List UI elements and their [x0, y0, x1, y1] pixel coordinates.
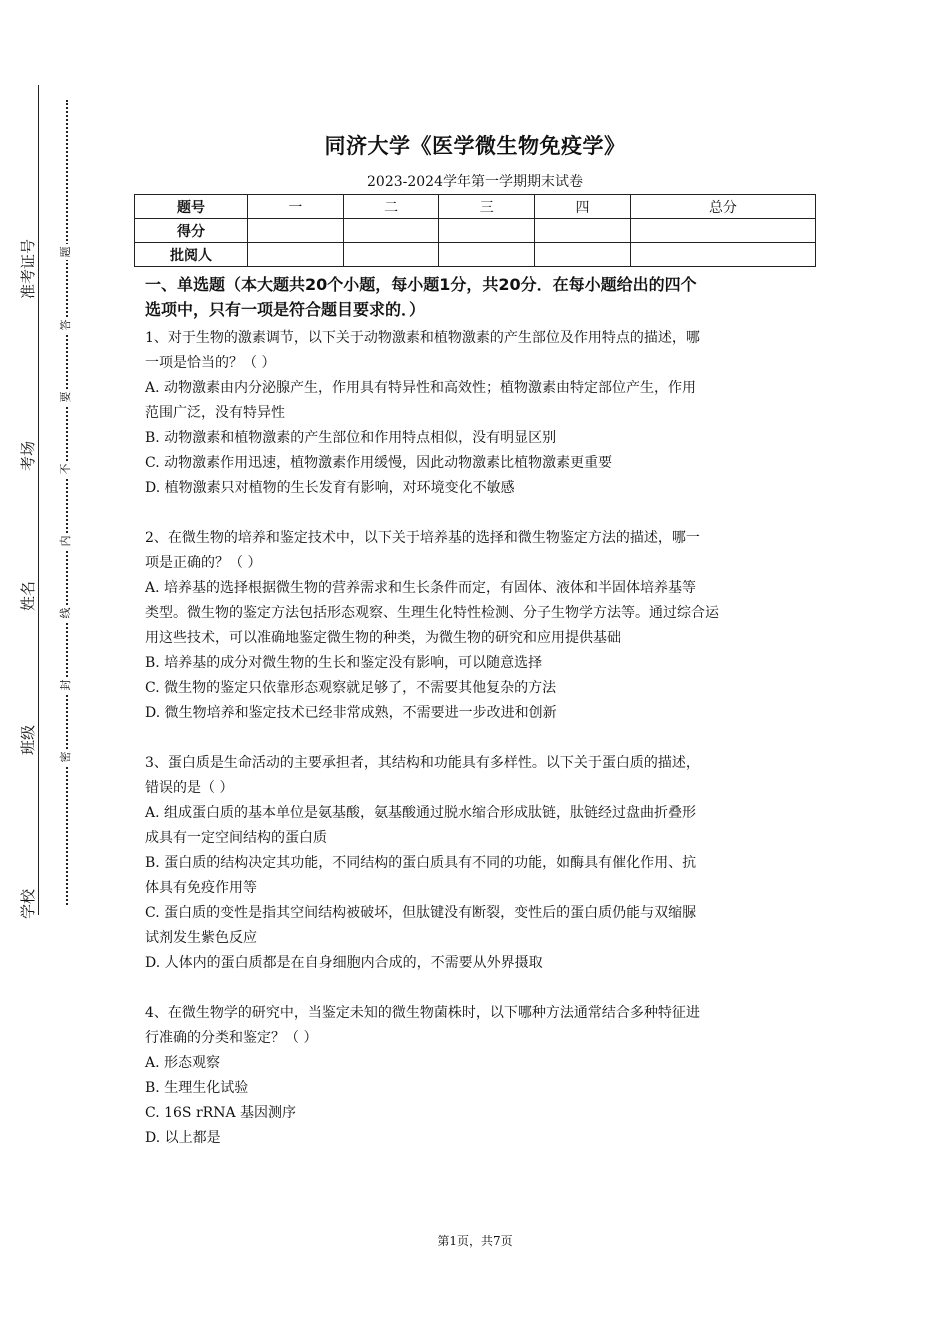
question-4 [145, 1001, 810, 1151]
score-col-header: 四 [535, 195, 631, 219]
option-b: B. 培养基的成分对微生物的生长和鉴定没有影响，可以随意选择 [145, 655, 543, 671]
exam-content [145, 272, 810, 1151]
seal-char: 答 [59, 317, 73, 333]
option-b: B. 动物激素和植物激素的产生部位和作用特点相似，没有明显区别 [145, 430, 557, 446]
margin-label-class: 班级 [19, 724, 37, 755]
score-cell [535, 243, 631, 267]
option-d: D. 以上都是 [145, 1130, 221, 1146]
seal-char: 要 [59, 389, 73, 405]
seal-char: 线 [59, 605, 73, 621]
option-d: D. 微生物培养和鉴定技术已经非常成熟，不需要进一步改进和创新 [145, 705, 557, 721]
option-b: B. 生理生化试验 [145, 1080, 249, 1096]
question-1 [145, 326, 810, 501]
score-col-header: 二 [343, 195, 439, 219]
option-a: A. 培养基的选择根据微生物的营养需求和生长条件而定，有固体、液体和半固体培养基等 类型。微生物的鉴定方法包括形态观察、生理生化特性检测、分子生物学方法等。通过综合运 用这些技术，可以准确地鉴定微生物的种类，为微生物的研究和应用提供基础 [145, 580, 719, 646]
option-a: A. 组成蛋白质的基本单位是氨基酸，氨基酸通过脱水缩合形成肽链，肽链经过盘曲折叠形 成具有一定空间结构的蛋白质 [145, 805, 697, 846]
option-a: A. 动物激素由内分泌腺产生，作用具有特异性和高效性；植物激素由特定部位产生，作用 范围广泛，没有特异性 [145, 380, 697, 421]
score-col-header: 三 [439, 195, 535, 219]
seal-char: 不 [59, 461, 73, 477]
score-table [134, 194, 816, 267]
score-cell [535, 219, 631, 243]
question-stem: 4、在微生物学的研究中，当鉴定未知的微生物菌株时，以下哪种方法通常结合多种特征进 行准确的分类和鉴定？（ ） [145, 1005, 700, 1046]
score-col-header: 一 [248, 195, 344, 219]
score-row-header: 得分 [135, 219, 248, 243]
score-table-row-grader [135, 243, 816, 267]
exam-subtitle: 2023-2024学年第一学期期末试卷 [367, 174, 583, 190]
option-d: D. 植物激素只对植物的生长发育有影响，对环境变化不敏感 [145, 480, 515, 496]
score-col-header: 题号 [135, 195, 248, 219]
score-cell [248, 219, 344, 243]
score-cell [630, 219, 815, 243]
score-table-row-score [135, 219, 816, 243]
score-cell [439, 219, 535, 243]
question-stem: 1、对于生物的激素调节，以下关于动物激素和植物激素的产生部位及作用特点的描述，哪 一项是恰当的？（ ） [145, 330, 700, 371]
score-cell [248, 243, 344, 267]
margin-label-exam-id: 准考证号 [19, 238, 37, 299]
question-3 [145, 751, 810, 976]
question-2 [145, 526, 810, 726]
option-b: B. 蛋白质的结构决定其功能，不同结构的蛋白质具有不同的功能，如酶具有催化作用、抗 体具有免疫作用等 [145, 855, 697, 896]
option-c: C. 16S rRNA 基因测序 [145, 1105, 297, 1121]
seal-char: 封 [59, 677, 73, 693]
score-col-header: 总分 [630, 195, 815, 219]
question-stem: 2、在微生物的培养和鉴定技术中，以下关于培养基的选择和微生物鉴定方法的描述，哪一 项是正确的？（ ） [145, 530, 700, 571]
question-stem: 3、蛋白质是生命活动的主要承担者，其结构和功能具有多样性。以下关于蛋白质的描述， 错误的是（ ） [145, 755, 700, 796]
option-d: D. 人体内的蛋白质都是在自身细胞内合成的，不需要从外界摄取 [145, 955, 543, 971]
option-a: A. 形态观察 [145, 1055, 221, 1071]
seal-char: 密 [59, 749, 73, 765]
score-cell [343, 243, 439, 267]
seal-char: 内 [59, 533, 73, 549]
margin-label-exam-room: 考场 [19, 440, 37, 471]
exam-title: 同济大学《医学微生物免疫学》 [324, 134, 626, 158]
score-table-header-row [135, 195, 816, 219]
option-c: C. 微生物的鉴定只依靠形态观察就足够了，不需要其他复杂的方法 [145, 680, 557, 696]
seal-char: 题 [59, 244, 73, 260]
score-cell [343, 219, 439, 243]
binding-solid-line [38, 85, 39, 915]
margin-label-name: 姓名 [19, 580, 37, 611]
score-cell [630, 243, 815, 267]
option-c: C. 动物激素作用迅速，植物激素作用缓慢，因此动物激素比植物激素更重要 [145, 455, 613, 471]
score-row-header: 批阅人 [135, 243, 248, 267]
page-number: 第1页，共7页 [437, 1234, 513, 1248]
binding-dotted-line [66, 100, 68, 905]
score-cell [439, 243, 535, 267]
margin-label-school: 学校 [19, 888, 37, 919]
section-heading: 一、单选题（本大题共20个小题，每小题1分，共20分．在每小题给出的四个 选项中，只有一项是符合题目要求的．） [145, 275, 697, 319]
option-c: C. 蛋白质的变性是指其空间结构被破坏，但肽键没有断裂，变性后的蛋白质仍能与双缩脲 试剂发生紫色反应 [145, 905, 697, 946]
